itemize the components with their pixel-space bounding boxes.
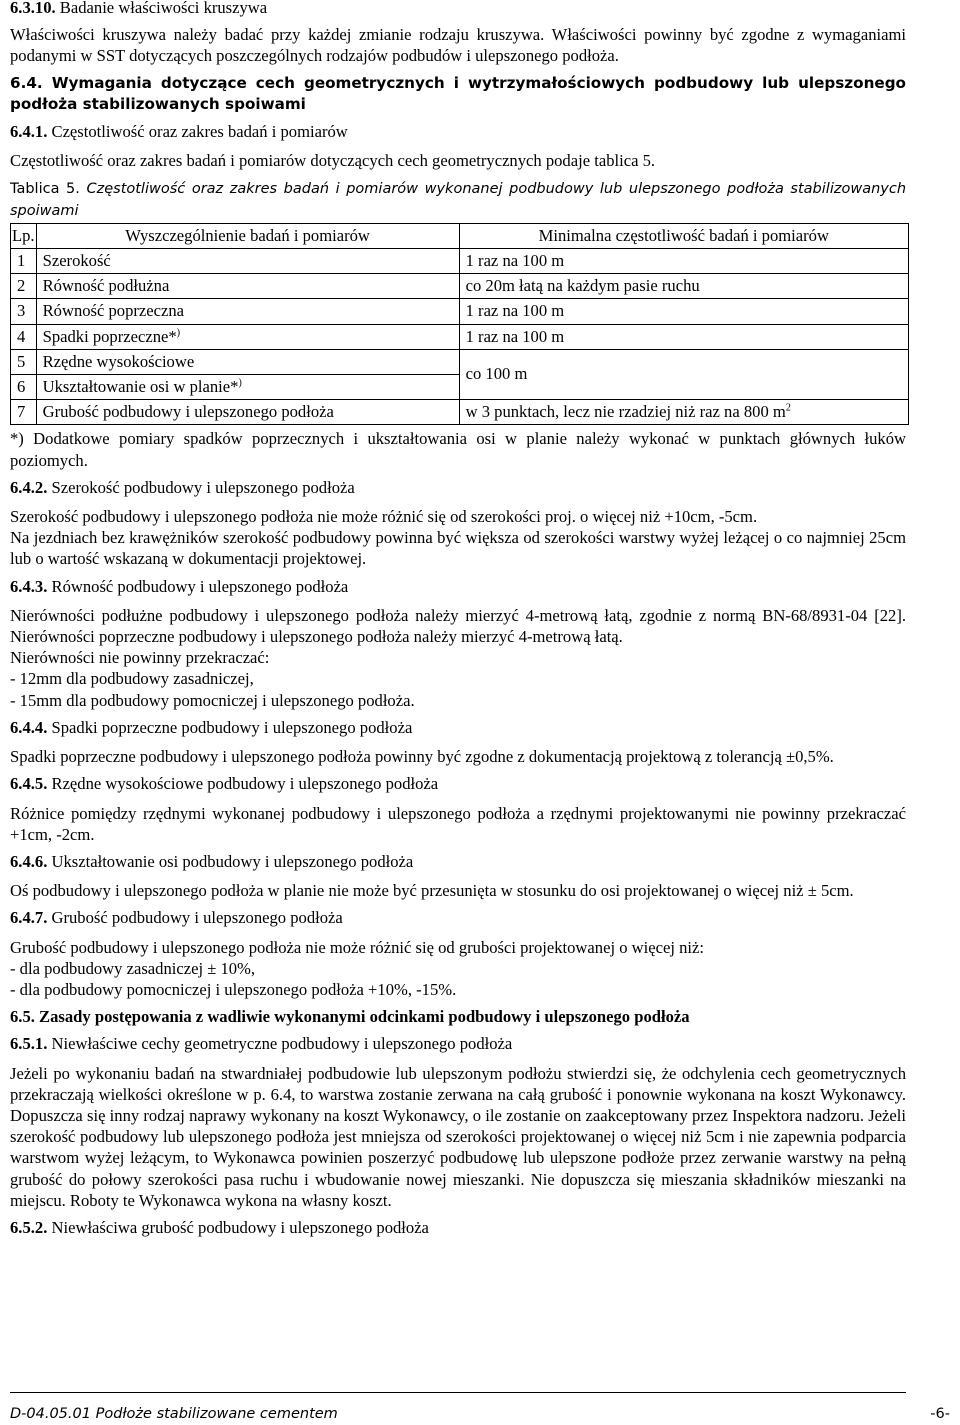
heading-6-4-3: 6.4.3. Równość podbudowy i ulepszonego podłoża — [10, 576, 349, 596]
heading-6-4-5: 6.4.5. Rzędne wysokościowe podbudowy i ulepszonego podłoża — [10, 774, 439, 794]
table-row — [11, 349, 909, 374]
table-row — [11, 249, 909, 274]
row-lp: 7 — [11, 400, 37, 425]
table-header-row — [11, 223, 909, 248]
document-page — [10, 0, 906, 1238]
heading-6-4-1: 6.4.1. Częstotliwość oraz zakres badań i pomiarów — [10, 122, 348, 142]
heading-6-5-1: 6.5.1. Niewłaściwe cechy geometryczne podbudowy i ulepszonego podłoża — [10, 1034, 513, 1054]
heading-6-3-10: 6.3.10. Badanie właściwości kruszywa — [10, 0, 268, 17]
row-lp: 2 — [11, 274, 37, 299]
heading-6-4-4: 6.4.4. Spadki poprzeczne podbudowy i ulepszonego podłoża — [10, 717, 413, 737]
table-footnote: *) Dodatkowe pomiary spadków poprzecznych i ukształtowania osi w planie należy wykonać w punktach głównych łuków poziomych. — [10, 429, 906, 470]
row-name: Szerokość — [36, 249, 459, 274]
paragraph-6-3-10: Właściwości kruszywa należy badać przy każdej zmianie rodzaju kruszywa. Właściwości powinny być zgodne z wymaganiami podanymi w SST dotyczących poszczególnych rodzajów podbudów i ulepszonego podłoża. — [10, 25, 906, 66]
row-lp: 6 — [11, 375, 37, 400]
table-row — [11, 324, 909, 349]
row-lp: 3 — [11, 299, 37, 324]
list-item: - dla podbudowy pomocniczej i ulepszonego podłoża +10%, -15%. — [10, 979, 457, 999]
row-name: Równość poprzeczna — [36, 299, 459, 324]
paragraph-6-4-4: Spadki poprzeczne podbudowy i ulepszonego podłoża powinny być zgodne z dokumentacją projektową z tolerancją ±0,5%. — [10, 747, 834, 767]
paragraph-6-4-2-a: Szerokość podbudowy i ulepszonego podłoża nie może różnić się od szerokości proj. o więcej niż +10cm, -5cm. — [10, 507, 758, 527]
row-frequency: w 3 punktach, lecz nie rzadziej niż raz na 800 $m^2$ — [459, 400, 908, 425]
paragraph-6-4-1: Częstotliwość oraz zakres badań i pomiarów dotyczących cech geometrycznych podaje tablica 5. — [10, 151, 656, 171]
header-lp: Lp. — [11, 223, 37, 248]
table-row — [11, 299, 909, 324]
row-frequency: 1 raz na 100 m — [459, 249, 908, 274]
row-frequency: 1 raz na 100 m — [459, 299, 908, 324]
list-item: - dla podbudowy zasadniczej ± 10%, — [10, 958, 256, 978]
list-item: - 15mm dla podbudowy pomocniczej i ulepszonego podłoża. — [10, 690, 415, 710]
heading-6-4-6: 6.4.6. Ukształtowanie osi podbudowy i ulepszonego podłoża — [10, 851, 414, 871]
row-lp: 5 — [11, 349, 37, 374]
paragraph-6-4-6: Oś podbudowy i ulepszonego podłoża w planie nie może być przesunięta w stosunku do osi projektowanej o więcej niż ± 5cm. — [10, 881, 854, 901]
row-name: Równość podłużna — [36, 274, 459, 299]
row-name: Grubość podbudowy i ulepszonego podłoża — [36, 400, 459, 425]
row-frequency: co 100 m — [459, 349, 908, 399]
heading-6-4-2: 6.4.2. Szerokość podbudowy i ulepszonego podłoża — [10, 477, 355, 497]
paragraph-6-4-7-a: Grubość podbudowy i ulepszonego podłoża nie może różnić się od grubości projektowanej o więcej niż: — [10, 937, 704, 957]
table-5 — [10, 223, 909, 426]
list-item: - 12mm dla podbudowy zasadniczej, — [10, 669, 254, 689]
heading-6-4: 6.4. Wymagania dotyczące cech geometrycznych i wytrzymałościowych podbudowy lub ulepszonego podłoża stabilizowanych spoiwami — [10, 73, 906, 113]
table-caption: Tablica 5. Częstotliwość oraz zakres badań i pomiarów wykonanej podbudowy lub ulepszonego podłoża stabilizowanych spoiwami — [10, 181, 907, 219]
table-row — [11, 274, 909, 299]
heading-6-5: 6.5. Zasady postępowania z wadliwie wykonanymi odcinkami podbudowy i ulepszonego podłoża — [10, 1007, 690, 1027]
paragraph-6-4-3-a: Nierówności podłużne podbudowy i ulepszonego podłoża należy mierzyć 4-metrową łatą, zgodnie z normą BN-68/8931-04 [22]. Nierówności poprzeczne podbudowy i ulepszonego podłoża należy mierzyć 4-metrową łatą. — [10, 605, 906, 647]
header-description: Wyszczególnienie badań i pomiarów — [36, 223, 459, 248]
footer-page-number: -6- — [930, 1406, 950, 1422]
paragraph-6-5-1: Jeżeli po wykonaniu badań na stwardniałej podbudowie lub ulepszonym podłożu stwierdzi się, że odchylenia cech geometrycznych przekraczają wielkości określone w p. 6.4, to warstwa zostanie zerwana na całą grubość i ponownie wykonana na koszt Wykonawcy. Dopuszcza się inny rodzaj naprawy wykonany na koszt Wykonawcy, o ile zostanie on zaakceptowany przez Inspektora nadzoru. Jeżeli szerokość podbudowy lub ulepszonego podłoża jest mniejsza od szerokości projektowanej o więcej niż 5cm i nie zapewnia podparcia warstwom wyżej leżącym, to Wykonawca powinien poszerzyć podbudowę lub ulepszone podłoże przez zerwanie warstwy na pełną grubość do połowy szerokości pasa ruchu i wbudowanie nowej mieszanki. Nie dopuszcza się mieszania składników mieszanki na miejscu. Roboty te Wykonawca wykona na własny koszt. — [10, 1063, 906, 1210]
heading-6-5-2: 6.5.2. Niewłaściwa grubość podbudowy i ulepszonego podłoża — [10, 1217, 429, 1237]
row-lp: 1 — [11, 249, 37, 274]
row-frequency: 1 raz na 100 m — [459, 324, 908, 349]
heading-6-4-7: 6.4.7. Grubość podbudowy i ulepszonego podłoża — [10, 908, 343, 928]
paragraph-6-4-2-b: Na jezdniach bez krawężników szerokość podbudowy powinna być większa od szerokości warstwy wyżej leżącej o co najmniej 25cm lub o wartość wskazaną w dokumentacji projektowej. — [10, 528, 906, 569]
paragraph-6-4-5: Różnice pomiędzy rzędnymi wykonanej podbudowy i ulepszonego podłoża a rzędnymi projektowanymi nie powinny przekraczać +1cm, -2cm. — [10, 803, 906, 844]
row-name: Ukształtowanie osi w planie*) — [36, 375, 459, 400]
footer-divider — [10, 1392, 906, 1393]
footer-document-title: D-04.05.01 Podłoże stabilizowane cementem — [10, 1406, 338, 1422]
paragraph-6-4-3-b: Nierówności nie powinny przekraczać: — [10, 648, 270, 668]
row-frequency: co 20m łatą na każdym pasie ruchu — [459, 274, 908, 299]
table-row — [11, 400, 909, 425]
header-frequency: Minimalna częstotliwość badań i pomiarów — [459, 223, 908, 248]
row-lp: 4 — [11, 324, 37, 349]
row-name: Rzędne wysokościowe — [36, 349, 459, 374]
row-name: Spadki poprzeczne*) — [36, 324, 459, 349]
